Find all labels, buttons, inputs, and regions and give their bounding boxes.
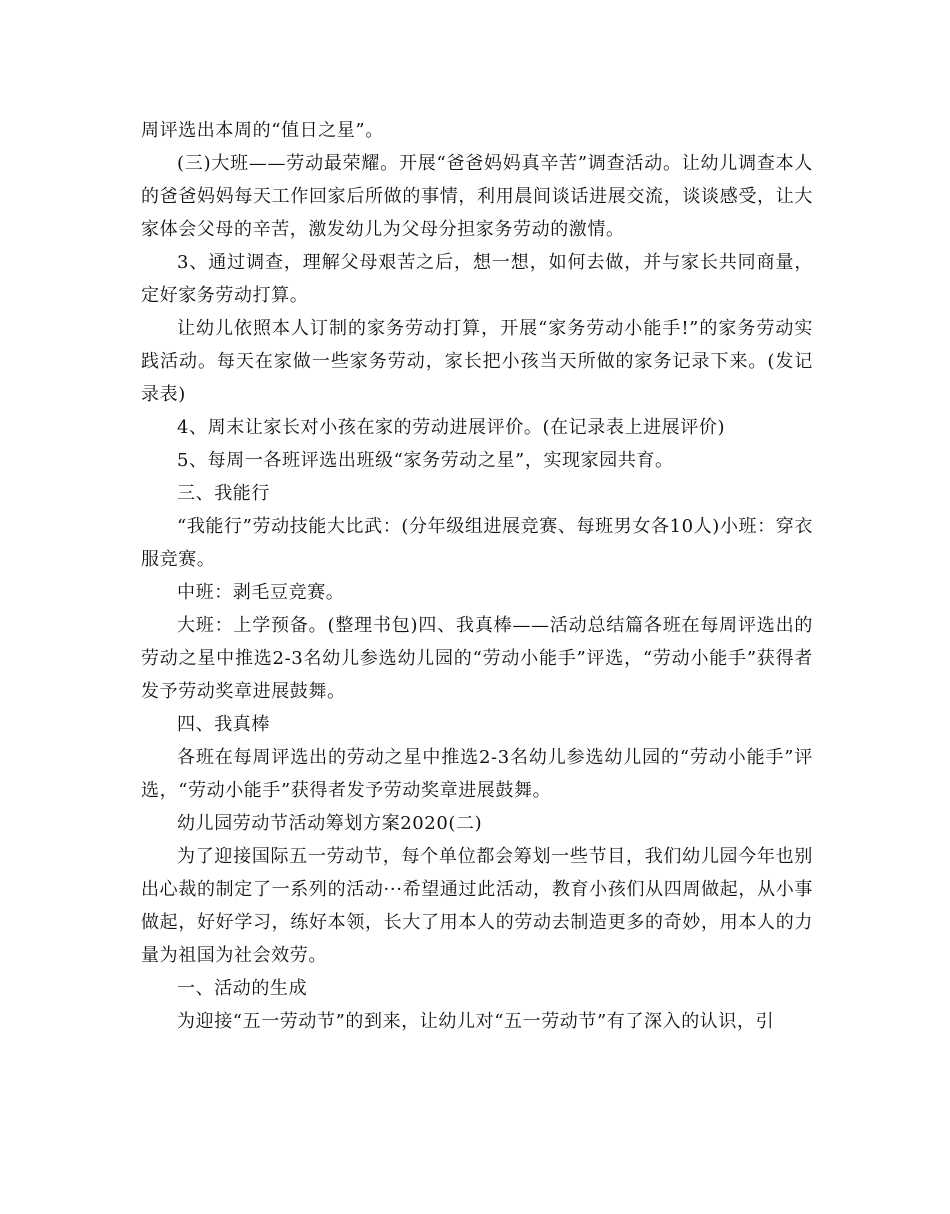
paragraph-8: “我能行”劳动技能大比武：(分年级组进展竞赛、每班男女各10人)小班：穿衣服竞赛。 — [141, 516, 813, 570]
paragraph-4: 让幼儿依照本人订制的家务劳动打算，开展“家务劳动小能手!”的家务劳动实践活动。每天在家做一些家务劳动，家长把小孩当天所做的家务记录下来。(发记录表) — [141, 318, 813, 405]
paragraph-2: (三)大班——劳动最荣耀。开展“爸爸妈妈真辛苦”调查活动。让幼儿调查本人的爸爸妈妈每天工作回家后所做的事情，利用晨间谈话进展交流，谈谈感受，让大家体会父母的辛苦，激发幼儿为父母分担家务劳动的激情。 — [141, 153, 813, 240]
paragraph-3: 3、通过调查，理解父母艰苦之后，想一想，如何去做，并与家长共同商量，定好家务劳动打算。 — [141, 252, 813, 306]
section-heading-1: 一、活动的生成 — [177, 978, 308, 999]
paragraph-9: 中班：剥毛豆竞赛。 — [177, 582, 345, 603]
paragraph-14: 为了迎接国际五一劳动节，每个单位都会筹划一些节目，我们幼儿园今年也别出心裁的制定了一系列的活动···希望通过此活动，教育小孩们从四周做起，从小事做起，好好学习，练好本领，长大了用本人的劳动去制造更多的奇妙，用本人的力量为祖国为社会效劳。 — [141, 846, 813, 966]
paragraph-6: 5、每周一各班评选出班级“家务劳动之星”，实现家园共育。 — [177, 450, 674, 471]
paragraph-16: 为迎接“五一劳动节”的到来，让幼儿对“五一劳动节”有了深入的认识，引 — [177, 1011, 775, 1032]
paragraph-5: 4、周末让家长对小孩在家的劳动进展评价。(在记录表上进展评价) — [177, 417, 726, 438]
section-heading-3: 三、我能行 — [177, 483, 270, 504]
paragraph-10: 大班：上学预备。(整理书包)四、我真棒——活动总结篇各班在每周评选出的劳动之星中推选2-3名幼儿参选幼儿园的“劳动小能手”评选，“劳动小能手”获得者发予劳动奖章进展鼓舞。 — [141, 615, 813, 702]
document-subtitle: 幼儿园劳动节活动筹划方案2020(二) — [177, 813, 483, 834]
paragraph-12: 各班在每周评选出的劳动之星中推选2-3名幼儿参选幼儿园的“劳动小能手”评选，“劳动小能手”获得者发予劳动奖章进展鼓舞。 — [141, 747, 813, 801]
section-heading-4: 四、我真棒 — [177, 714, 270, 735]
paragraph-1: 周评选出本周的“值日之星”。 — [141, 120, 384, 141]
document-body — [141, 114, 813, 1038]
